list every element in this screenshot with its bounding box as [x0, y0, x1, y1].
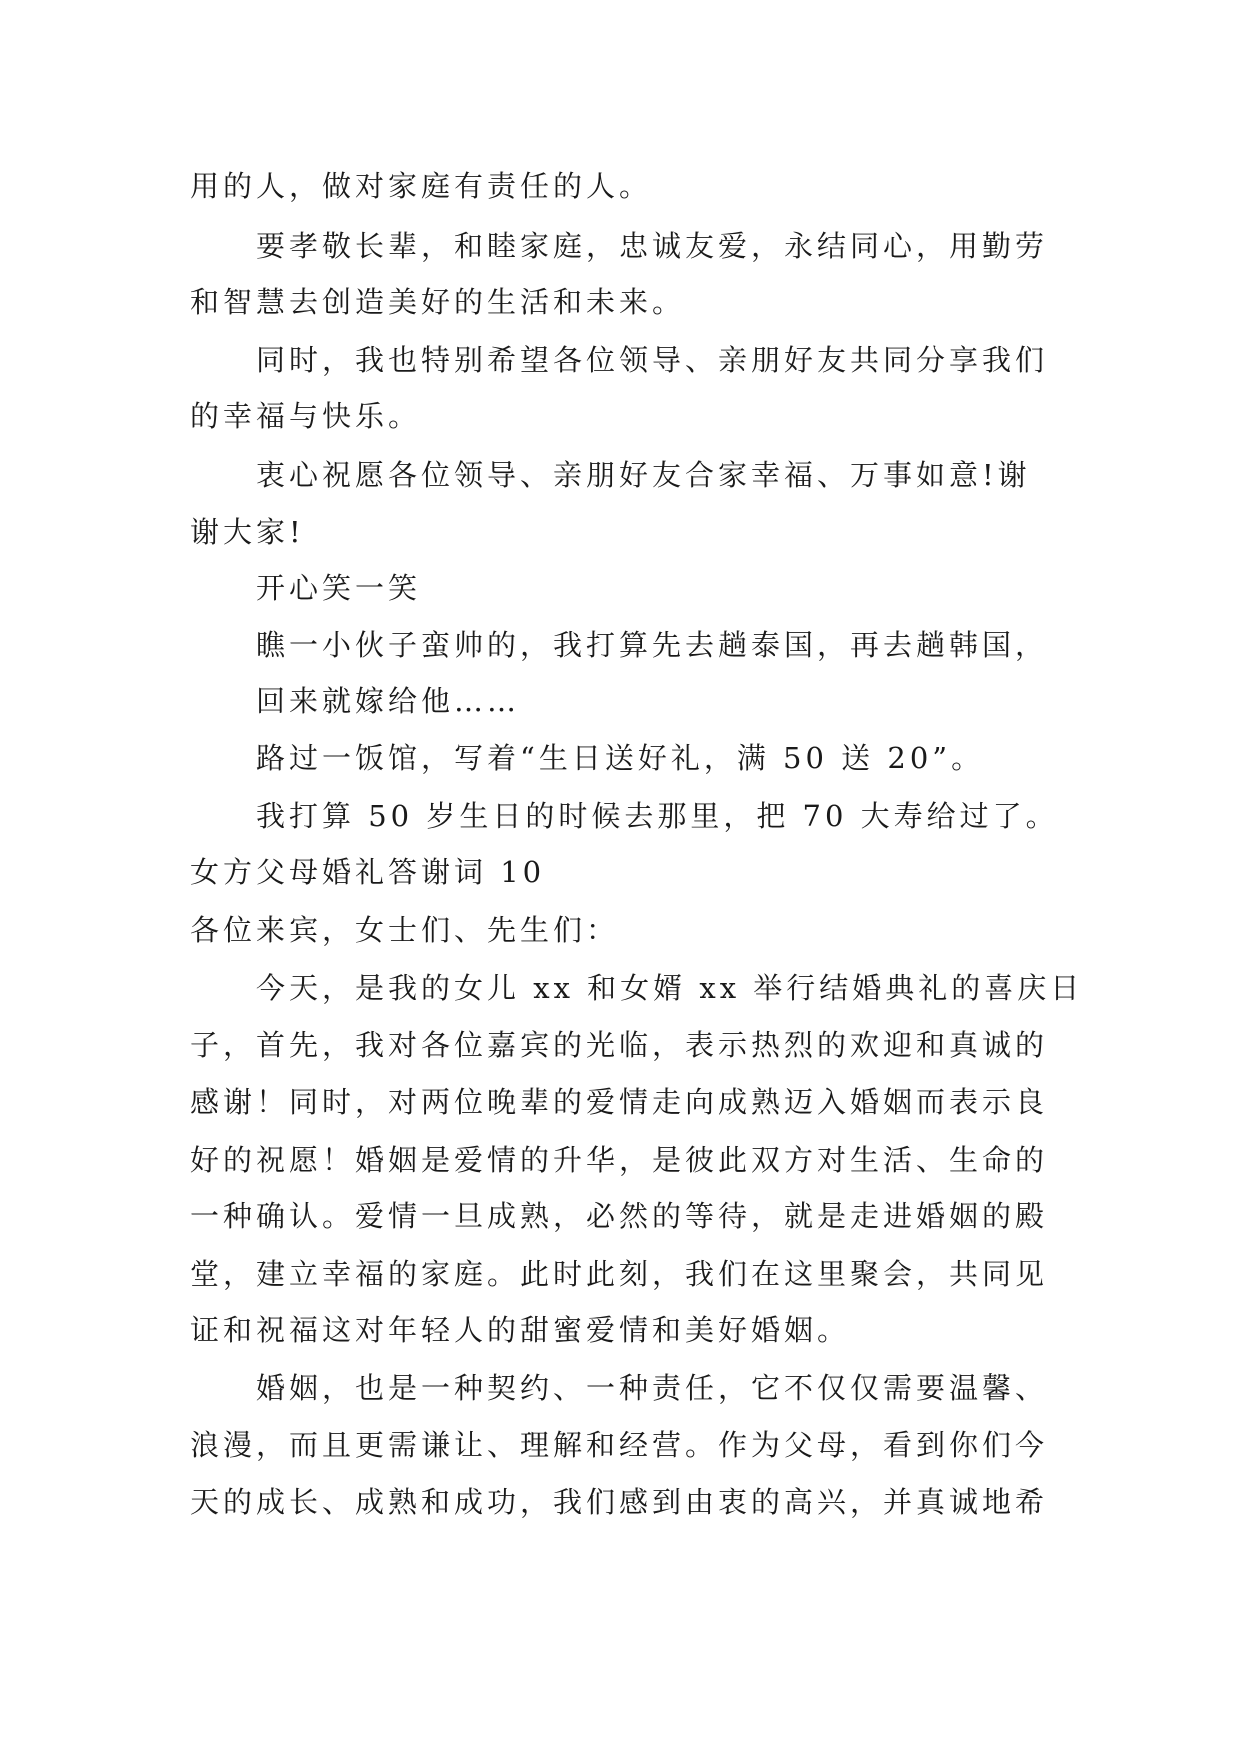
text-line: 证和祝福这对年轻人的甜蜜爱情和美好婚姻。	[190, 1313, 851, 1347]
text-line: 开心笑一笑	[256, 571, 422, 605]
text-line: 的幸福与快乐。	[190, 399, 422, 433]
text-line: 今天，是我的女儿 xx 和女婿 xx 举行结婚典礼的喜庆日	[256, 971, 1084, 1005]
text-line: 用的人，做对家庭有责任的人。	[190, 169, 653, 203]
text-line: 我打算 50 岁生日的时候去那里，把 70 大寿给过了。	[256, 799, 1059, 833]
text-line: 瞧一小伙子蛮帅的，我打算先去趟泰国，再去趟韩国，	[256, 628, 1049, 662]
text-line: 浪漫，而且更需谦让、理解和经营。作为父母，看到你们今	[190, 1428, 1049, 1462]
text-line: 一种确认。爱情一旦成熟，必然的等待，就是走进婚姻的殿	[190, 1199, 1049, 1233]
text-line: 好的祝愿！婚姻是爱情的升华，是彼此双方对生活、生命的	[190, 1143, 1049, 1177]
text-line: 天的成长、成熟和成功，我们感到由衷的高兴，并真诚地希	[190, 1485, 1049, 1519]
section-heading: 女方父母婚礼答谢词 10	[190, 855, 546, 889]
text-line: 感谢！同时，对两位晚辈的爱情走向成熟迈入婚姻而表示良	[190, 1085, 1049, 1119]
text-line: 同时，我也特别希望各位领导、亲朋好友共同分享我们	[256, 343, 1049, 377]
salutation: 各位来宾，女士们、先生们：	[190, 913, 620, 947]
text-line: 和智慧去创造美好的生活和未来。	[190, 285, 686, 319]
text-line: 子，首先，我对各位嘉宾的光临，表示热烈的欢迎和真诚的	[190, 1028, 1049, 1062]
text-line: 要孝敬长辈，和睦家庭，忠诚友爱，永结同心，用勤劳	[256, 229, 1049, 263]
text-line: 谢大家!	[190, 515, 305, 549]
text-line: 回来就嫁给他……	[256, 684, 521, 718]
text-line: 路过一饭馆，写着“生日送好礼，满 50 送 20”。	[256, 741, 985, 775]
text-line: 堂，建立幸福的家庭。此时此刻，我们在这里聚会，共同见	[190, 1257, 1049, 1291]
text-line: 衷心祝愿各位领导、亲朋好友合家幸福、万事如意!谢	[256, 458, 1031, 492]
text-line: 婚姻，也是一种契约、一种责任，它不仅仅需要温馨、	[256, 1371, 1049, 1405]
